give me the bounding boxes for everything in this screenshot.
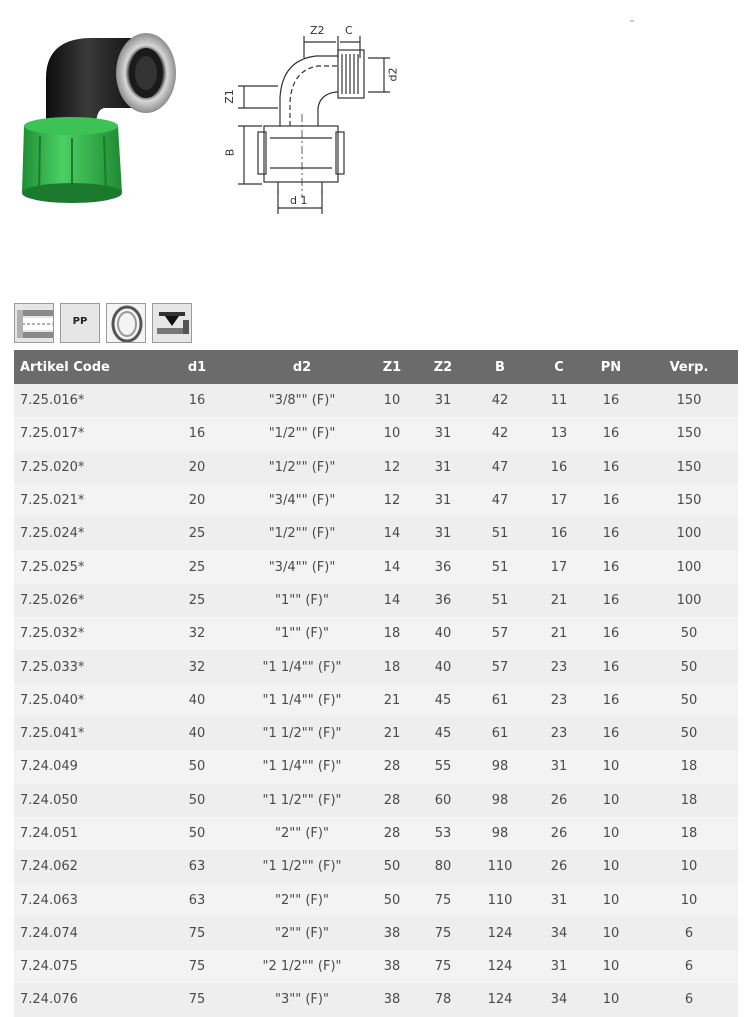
cell-d1: 16 <box>188 393 206 409</box>
cell-d2: "3/4"" (F)" <box>268 493 336 509</box>
cell-pn: 10 <box>602 859 620 875</box>
cell-c: 16 <box>550 459 568 475</box>
cell-pn: 16 <box>602 726 620 742</box>
cell-c: 34 <box>550 925 568 941</box>
cell-d2: "2"" (F)" <box>275 892 329 908</box>
cell-d1: 25 <box>188 592 206 608</box>
cell-pn: 10 <box>602 959 620 975</box>
cell-verp: 50 <box>680 692 698 708</box>
dim-label-d1: d 1 <box>290 194 308 207</box>
cell-d2: "1 1/4"" (F)" <box>262 759 342 775</box>
feature-icons <box>14 303 192 343</box>
cell-b: 124 <box>487 925 513 941</box>
cell-c: 23 <box>550 726 568 742</box>
header-d2: d2 <box>292 359 312 375</box>
cell-z1: 14 <box>383 526 401 542</box>
cell-d2: "1/2"" (F)" <box>268 526 336 542</box>
cell-verp: 100 <box>676 559 702 575</box>
fitting-connection-icon <box>152 303 192 343</box>
cell-z1: 18 <box>383 626 401 642</box>
cell-z2: 31 <box>434 393 452 409</box>
cell-z2: 31 <box>434 459 452 475</box>
pp-label: PP <box>72 316 88 327</box>
cell-z2: 75 <box>434 892 452 908</box>
cell-z1: 28 <box>383 826 401 841</box>
table-row <box>14 983 738 1016</box>
cell-artikel-code: 7.25.020* <box>20 459 85 475</box>
cell-artikel-code: 7.24.050 <box>20 792 78 808</box>
cell-d1: 75 <box>188 959 206 975</box>
cell-c: 23 <box>550 659 568 675</box>
cell-b: 61 <box>491 692 509 708</box>
table-row <box>14 584 738 617</box>
cell-verp: 50 <box>680 626 698 642</box>
cell-z1: 12 <box>383 459 401 475</box>
cell-d2: "1 1/4"" (F)" <box>262 659 342 675</box>
cell-d1: 20 <box>188 459 206 475</box>
table-row <box>14 817 738 850</box>
cell-z1: 21 <box>383 692 401 708</box>
cell-d2: "1 1/2"" (F)" <box>262 726 342 742</box>
cell-c: 31 <box>550 959 568 975</box>
cell-d1: 63 <box>188 892 206 908</box>
cell-z2: 40 <box>434 626 452 642</box>
cell-d1: 16 <box>188 426 206 442</box>
header-c: C <box>554 359 564 375</box>
cell-z2: 40 <box>434 659 452 675</box>
cell-artikel-code: 7.24.074 <box>20 925 78 941</box>
cell-b: 51 <box>491 559 509 575</box>
cell-d2: "3"" (F)" <box>275 992 329 1008</box>
header-verp: Verp. <box>669 359 709 375</box>
cell-d2: "2"" (F)" <box>275 925 329 941</box>
cell-d2: "1 1/2"" (F)" <box>262 859 342 875</box>
table-row <box>14 950 738 983</box>
cell-z2: 36 <box>434 559 452 575</box>
cell-d1: 63 <box>188 859 206 875</box>
cell-pn: 16 <box>602 459 620 475</box>
cell-b: 42 <box>491 426 509 442</box>
header-z1: Z1 <box>382 359 402 375</box>
cell-artikel-code: 7.24.076 <box>20 992 78 1008</box>
table-row <box>14 550 738 583</box>
cell-d2: "1"" (F)" <box>275 626 329 642</box>
cell-d1: 50 <box>188 759 206 775</box>
cell-d2: "1 1/4"" (F)" <box>262 692 342 708</box>
cell-verp: 18 <box>680 792 698 808</box>
cell-artikel-code: 7.24.062 <box>20 859 78 875</box>
cell-verp: 18 <box>680 826 698 841</box>
cell-pn: 16 <box>602 493 620 509</box>
cell-verp: 18 <box>680 759 698 775</box>
table-header-row <box>14 350 738 384</box>
table-row <box>14 917 738 950</box>
cell-b: 124 <box>487 992 513 1008</box>
cell-c: 21 <box>550 626 568 642</box>
product-photo <box>18 26 188 216</box>
cell-artikel-code: 7.24.075 <box>20 959 78 975</box>
cell-b: 98 <box>491 826 509 841</box>
cell-d2: "1 1/2"" (F)" <box>262 792 342 808</box>
cell-pn: 10 <box>602 826 620 841</box>
cell-verp: 150 <box>676 426 702 442</box>
table-row <box>14 850 738 883</box>
table-row <box>14 417 738 450</box>
cell-b: 57 <box>491 626 509 642</box>
cell-d2: "2 1/2"" (F)" <box>262 959 342 975</box>
cell-z2: 60 <box>434 792 452 808</box>
cell-pn: 16 <box>602 692 620 708</box>
table-body <box>14 384 738 1017</box>
cell-z1: 12 <box>383 493 401 509</box>
cell-b: 47 <box>491 493 509 509</box>
cell-b: 110 <box>487 859 513 875</box>
cell-verp: 6 <box>684 959 694 975</box>
pipe-section-icon <box>14 303 54 343</box>
cell-pn: 16 <box>602 559 620 575</box>
cell-pn: 16 <box>602 659 620 675</box>
cell-pn: 10 <box>602 992 620 1008</box>
cell-d2: "1"" (F)" <box>275 592 329 608</box>
table-row <box>14 617 738 650</box>
cell-d1: 20 <box>188 493 206 509</box>
cell-artikel-code: 7.25.025* <box>20 559 85 575</box>
cell-verp: 150 <box>676 493 702 509</box>
pp-material-icon <box>60 303 100 343</box>
table-row <box>14 451 738 484</box>
cell-c: 23 <box>550 692 568 708</box>
cell-c: 13 <box>550 426 568 442</box>
cell-verp: 100 <box>676 592 702 608</box>
cell-artikel-code: 7.25.026* <box>20 592 85 608</box>
cell-z1: 50 <box>383 859 401 875</box>
cell-d2: "2"" (F)" <box>275 826 329 841</box>
cell-c: 26 <box>550 826 568 841</box>
cell-d1: 50 <box>188 826 206 841</box>
cell-d1: 75 <box>188 925 206 941</box>
cell-b: 57 <box>491 659 509 675</box>
cell-verp: 10 <box>680 892 698 908</box>
cell-artikel-code: 7.25.017* <box>20 426 85 442</box>
cell-d2: "1/2"" (F)" <box>268 426 336 442</box>
cell-pn: 16 <box>602 626 620 642</box>
header-z2: Z2 <box>433 359 453 375</box>
technical-drawing <box>218 18 414 218</box>
cell-c: 11 <box>550 393 568 409</box>
cell-pn: 16 <box>602 393 620 409</box>
table-row <box>14 750 738 783</box>
header-pn: PN <box>600 359 622 375</box>
cell-c: 17 <box>550 559 568 575</box>
cell-pn: 16 <box>602 592 620 608</box>
table-row <box>14 384 738 417</box>
cell-d1: 40 <box>188 726 206 742</box>
cell-pn: 10 <box>602 759 620 775</box>
cell-pn: 10 <box>602 892 620 908</box>
cell-b: 124 <box>487 959 513 975</box>
table-row <box>14 484 738 517</box>
cell-z2: 45 <box>434 726 452 742</box>
cell-verp: 50 <box>680 659 698 675</box>
cell-artikel-code: 7.25.032* <box>20 626 85 642</box>
cell-b: 98 <box>491 792 509 808</box>
cell-d1: 32 <box>188 659 206 675</box>
table-row <box>14 883 738 916</box>
cell-c: 16 <box>550 526 568 542</box>
cell-artikel-code: 7.25.033* <box>20 659 85 675</box>
cell-c: 21 <box>550 592 568 608</box>
cell-z1: 10 <box>383 393 401 409</box>
cell-artikel-code: 7.25.016* <box>20 393 85 409</box>
cell-d1: 25 <box>188 526 206 542</box>
cell-z2: 53 <box>434 826 452 841</box>
cell-z1: 28 <box>383 759 401 775</box>
cell-artikel-code: 7.25.024* <box>20 526 85 542</box>
cell-d1: 40 <box>188 692 206 708</box>
cell-z1: 28 <box>383 792 401 808</box>
dim-label-z1: Z1 <box>222 89 236 104</box>
cell-z2: 31 <box>434 493 452 509</box>
cell-z2: 75 <box>434 925 452 941</box>
cell-b: 61 <box>491 726 509 742</box>
cell-b: 51 <box>491 526 509 542</box>
cell-z2: 80 <box>434 859 452 875</box>
spec-table <box>14 350 738 1017</box>
cell-z1: 14 <box>383 592 401 608</box>
cell-artikel-code: 7.24.051 <box>20 826 78 841</box>
cell-artikel-code: 7.24.049 <box>20 759 78 775</box>
header-artikel-code: Artikel Code <box>20 359 110 375</box>
table-row <box>14 517 738 550</box>
cell-b: 51 <box>491 592 509 608</box>
cell-z1: 14 <box>383 559 401 575</box>
cell-c: 17 <box>550 493 568 509</box>
decorative-dot <box>630 20 634 22</box>
cell-b: 98 <box>491 759 509 775</box>
dim-label-b: B <box>223 148 237 157</box>
cell-b: 47 <box>491 459 509 475</box>
cell-c: 34 <box>550 992 568 1008</box>
cell-d1: 32 <box>188 626 206 642</box>
table-row <box>14 650 738 683</box>
cell-c: 31 <box>550 759 568 775</box>
cell-verp: 100 <box>676 526 702 542</box>
cell-c: 26 <box>550 792 568 808</box>
table-row <box>14 717 738 750</box>
cell-z2: 45 <box>434 692 452 708</box>
cell-z2: 55 <box>434 759 452 775</box>
cell-z2: 78 <box>434 992 452 1008</box>
cell-d1: 75 <box>188 992 206 1008</box>
cell-d2: "3/4"" (F)" <box>268 559 336 575</box>
table-row <box>14 784 738 817</box>
cell-verp: 6 <box>684 925 694 941</box>
cell-d2: "3/8"" (F)" <box>268 393 336 409</box>
cell-pn: 16 <box>602 426 620 442</box>
cell-z2: 31 <box>434 426 452 442</box>
cell-z2: 31 <box>434 526 452 542</box>
cell-z1: 38 <box>383 925 401 941</box>
cell-z1: 38 <box>383 992 401 1008</box>
cell-verp: 10 <box>680 859 698 875</box>
cell-z1: 21 <box>383 726 401 742</box>
cell-c: 26 <box>550 859 568 875</box>
cell-d1: 50 <box>188 792 206 808</box>
header-d1: d1 <box>187 359 207 375</box>
cell-verp: 6 <box>684 992 694 1008</box>
cell-c: 31 <box>550 892 568 908</box>
cell-z1: 38 <box>383 959 401 975</box>
cell-z2: 36 <box>434 592 452 608</box>
cell-d1: 25 <box>188 559 206 575</box>
cell-z2: 75 <box>434 959 452 975</box>
cell-b: 110 <box>487 892 513 908</box>
cell-artikel-code: 7.25.021* <box>20 493 85 509</box>
dim-label-z2: Z2 <box>310 24 325 37</box>
cell-z1: 50 <box>383 892 401 908</box>
dim-label-d2: d2 <box>386 67 400 82</box>
cell-artikel-code: 7.25.040* <box>20 692 85 708</box>
cell-z1: 10 <box>383 426 401 442</box>
table-row <box>14 684 738 717</box>
ring-seal-icon <box>106 303 146 343</box>
cell-verp: 50 <box>680 726 698 742</box>
header-b: B <box>495 359 505 375</box>
cell-pn: 10 <box>602 792 620 808</box>
cell-verp: 150 <box>676 393 702 409</box>
cell-b: 42 <box>491 393 509 409</box>
dim-label-c: C <box>345 24 353 37</box>
cell-pn: 10 <box>602 925 620 941</box>
cell-z1: 18 <box>383 659 401 675</box>
cell-verp: 150 <box>676 459 702 475</box>
cell-d2: "1/2"" (F)" <box>268 459 336 475</box>
cell-pn: 16 <box>602 526 620 542</box>
cell-artikel-code: 7.25.041* <box>20 726 85 742</box>
cell-artikel-code: 7.24.063 <box>20 892 78 908</box>
